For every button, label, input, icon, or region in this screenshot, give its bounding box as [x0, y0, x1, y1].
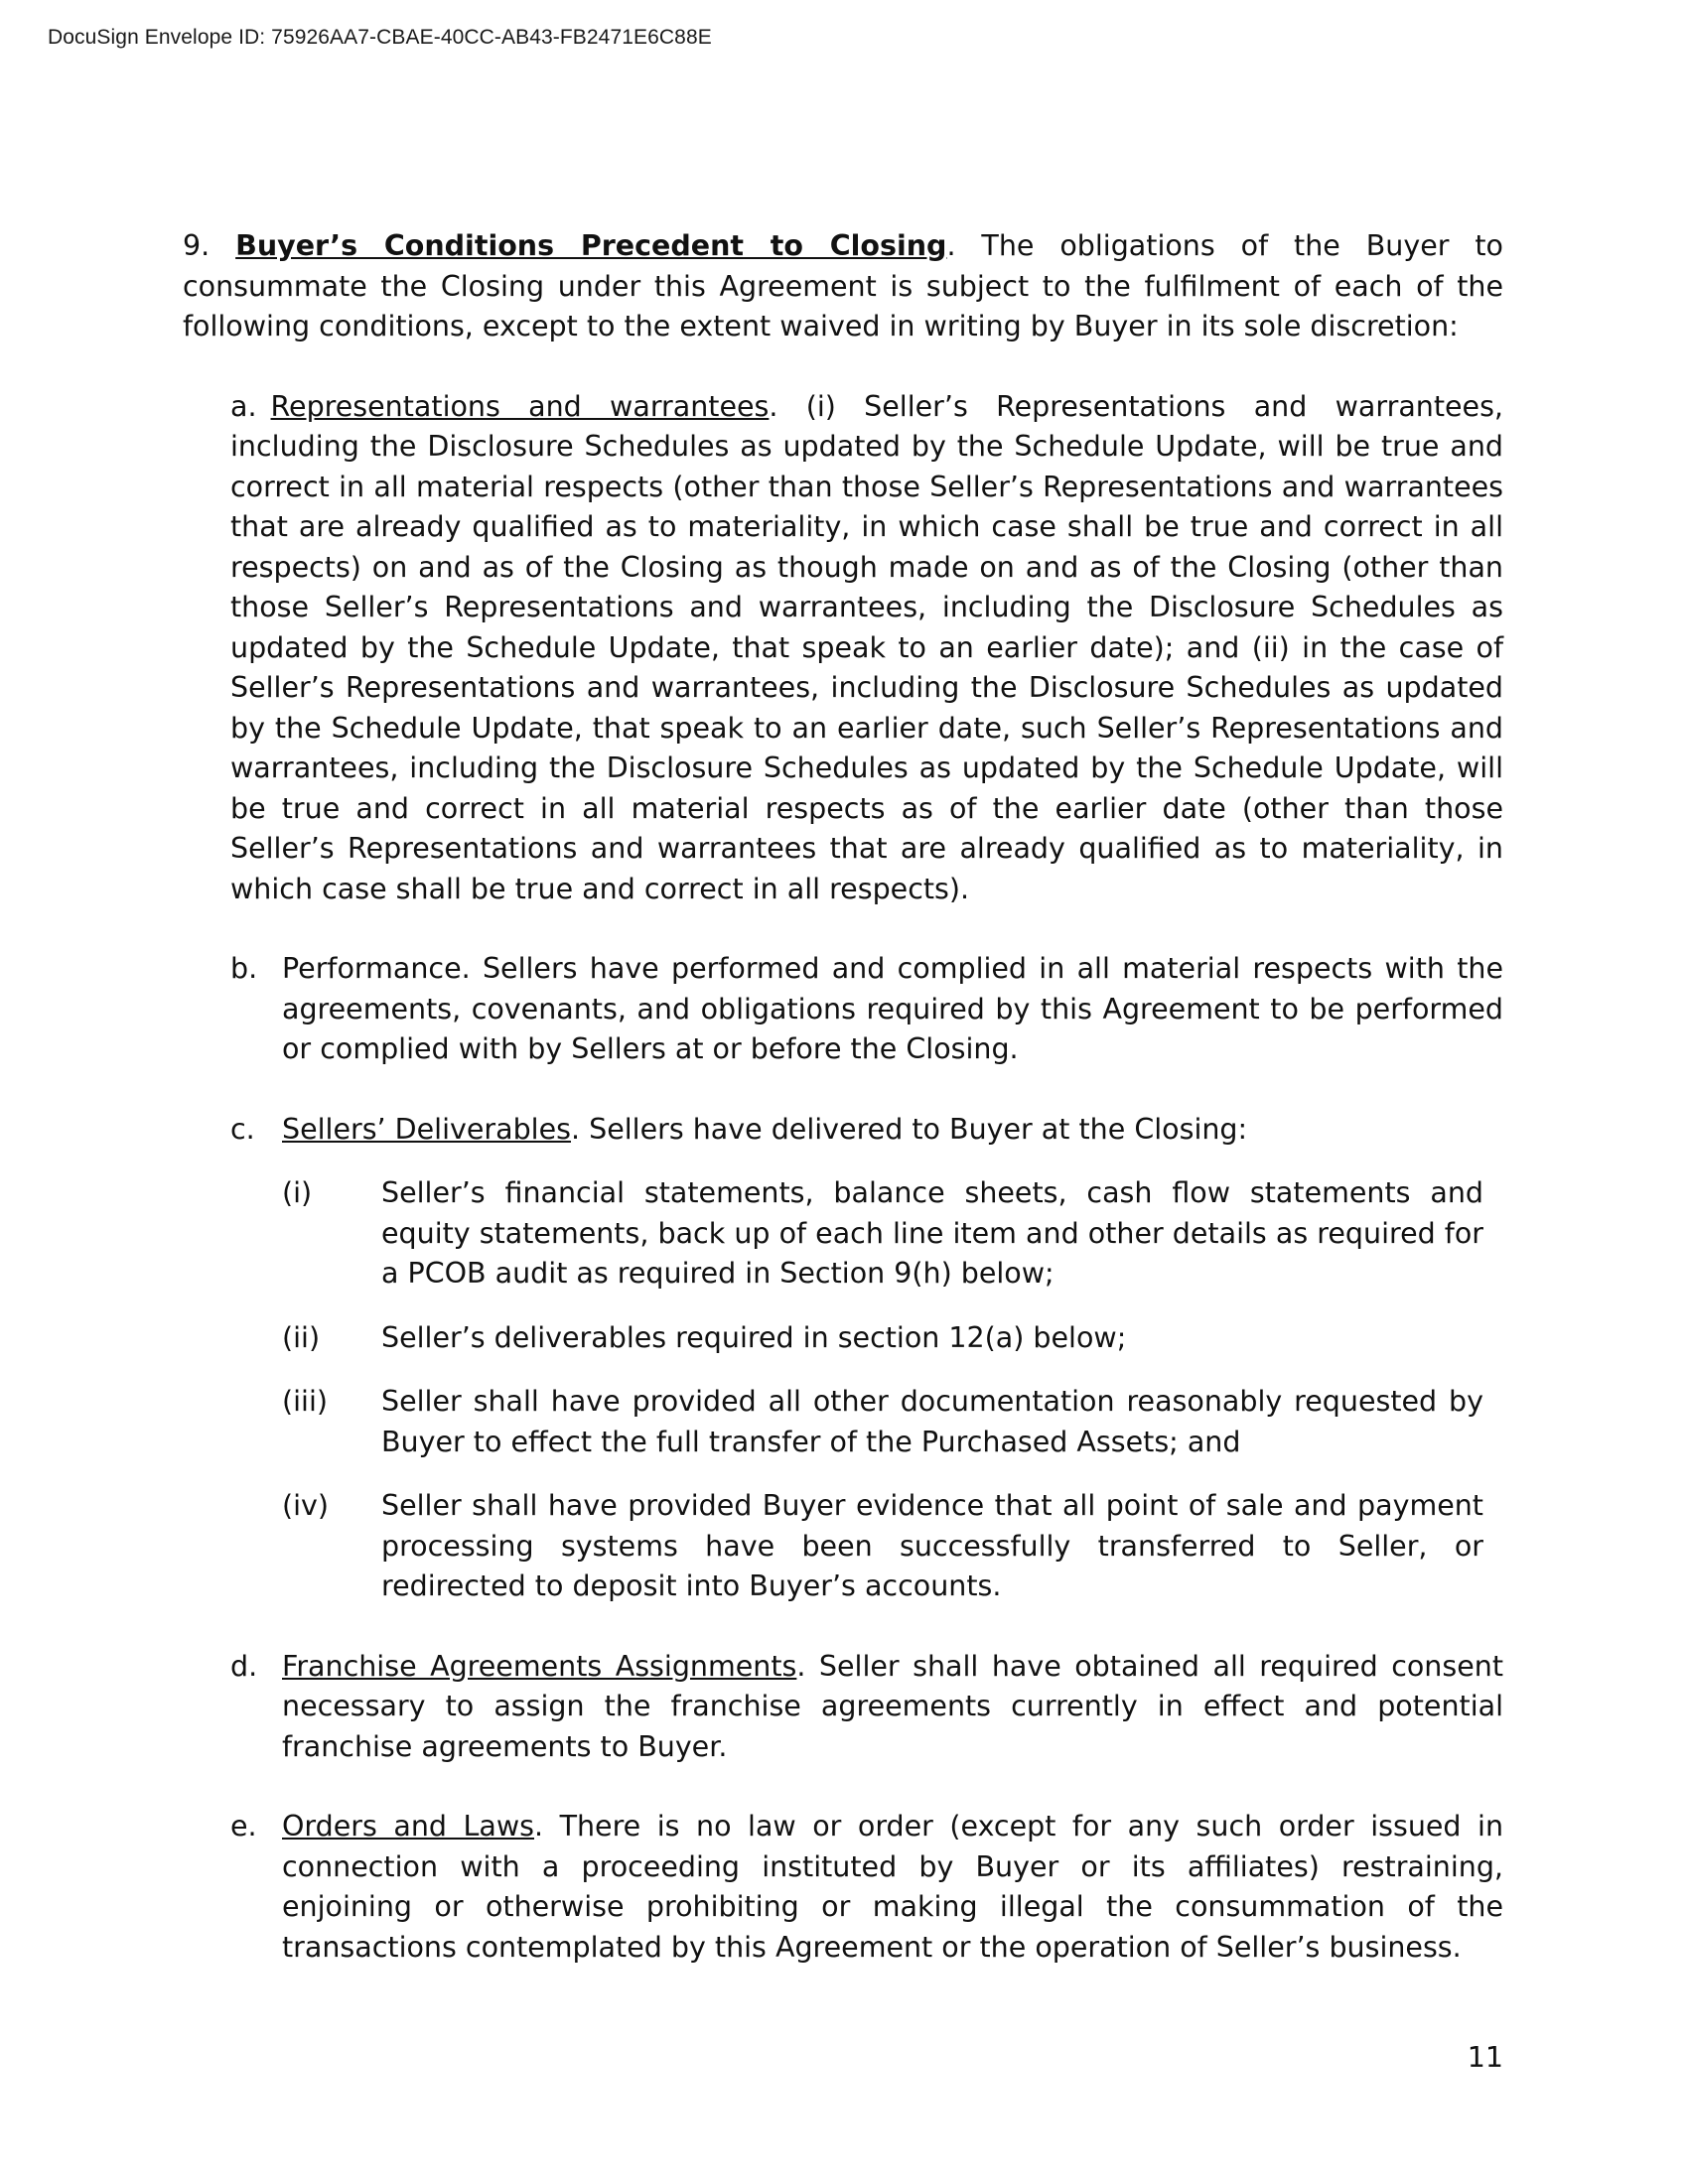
subitem-i-text: Seller’s financial statements, balance sheets, cash flow statements and equity statements, back up of each line item and other details as required for a PCOB audit as required in Section 9(h) below;	[381, 1176, 1483, 1290]
item-c-marker: c.	[230, 1112, 255, 1146]
subitem-i	[282, 1173, 1483, 1295]
subitem-ii	[282, 1318, 1483, 1359]
item-b	[183, 949, 1503, 1070]
subitem-iii-text: Seller shall have provided all other documentation reasonably requested by Buyer to effect the full transfer of the Purchased Assets; and	[381, 1385, 1483, 1458]
item-a	[183, 387, 1503, 910]
subitem-iv	[282, 1486, 1483, 1607]
item-e-marker: e.	[230, 1810, 257, 1843]
item-a-title: Representations and warrantees	[270, 389, 770, 423]
section-number: 9.	[183, 229, 211, 262]
item-e-title: Orders and Laws	[282, 1810, 534, 1843]
item-c-text: . Sellers have delivered to Buyer at the Closing:	[570, 1112, 1248, 1146]
item-a-text: . (i) Seller’s Representations and warrantees, including the Disclosure Schedules as updated by the Schedule Update, will be true and correct in all material respects (other than those Seller’s Representations and warrantees that are already qualified as to materiality, in which case shall be true and correct in all respects) on and as of the Closing as though made on and as of the Closing (other than those Seller’s Representations and warrantees, including the Disclosure Schedules as updated by the Schedule Update, that speak to an earlier date); and (ii) in the case of Seller’s Representations and warrantees, including the Disclosure Schedules as updated by the Schedule Update, that speak to an earlier date, such Seller’s Representations and warrantees, including the Disclosure Schedules as updated by the Schedule Update, will be true and correct in all material respects as of the earlier date (other than those Seller’s Representations and warrantees that are already qualified as to materiality, in which case shall be true and correct in all respects).	[230, 389, 1503, 905]
subitem-iii	[282, 1382, 1483, 1462]
item-d-title: Franchise Agreements Assignments	[282, 1649, 797, 1683]
section-intro-text: . The obligations of the Buyer to consummate the Closing under this Agreement is subject to the fulfilment of each of the following conditions, except to the extent waived in writing by Buyer in its sole discretion:	[183, 229, 1503, 342]
item-e	[183, 1807, 1503, 1968]
section-heading: Buyer’s Conditions Precedent to Closing	[235, 229, 947, 262]
item-c	[183, 1110, 1503, 1151]
subitem-iv-marker: (iv)	[282, 1489, 330, 1522]
item-c-sublist	[282, 1173, 1483, 1607]
item-b-marker: b.	[230, 952, 258, 985]
item-d-text: . Seller shall have obtained all required consent necessary to assign the franchise agreements currently in effect and potential franchise agreements to Buyer.	[282, 1649, 1503, 1763]
item-a-marker: a.	[230, 389, 257, 423]
docusign-envelope-id: DocuSign Envelope ID: 75926AA7-CBAE-40CC-AB43-FB2471E6C88E	[48, 26, 712, 49]
subitem-i-marker: (i)	[282, 1176, 313, 1209]
item-b-text: Performance. Sellers have performed and complied in all material respects with the agreements, covenants, and obligations required by this Agreement to be performed or complied with by Sellers at or before the Closing.	[282, 952, 1503, 1065]
item-e-text: . There is no law or order (except for any such order issued in connection with a proceeding instituted by Buyer or its affiliates) restraining, enjoining or otherwise prohibiting or making illegal the consummation of the transactions contemplated by this Agreement or the operation of Seller’s business.	[282, 1810, 1504, 1964]
item-d-marker: d.	[230, 1649, 258, 1683]
subitem-ii-text: Seller’s deliverables required in section 12(a) below;	[381, 1320, 1127, 1354]
subitem-ii-marker: (ii)	[282, 1320, 321, 1354]
document-body	[183, 226, 1503, 1968]
subitem-iv-text: Seller shall have provided Buyer evidence that all point of sale and payment processing systems have been successfully transferred to Seller, or redirected to deposit into Buyer’s accounts.	[381, 1489, 1483, 1602]
item-d	[183, 1647, 1503, 1768]
item-c-title: Sellers’ Deliverables	[282, 1112, 571, 1146]
subitem-iii-marker: (iii)	[282, 1385, 328, 1418]
section-9-intro	[183, 226, 1503, 347]
page-number: 11	[1467, 2041, 1503, 2074]
